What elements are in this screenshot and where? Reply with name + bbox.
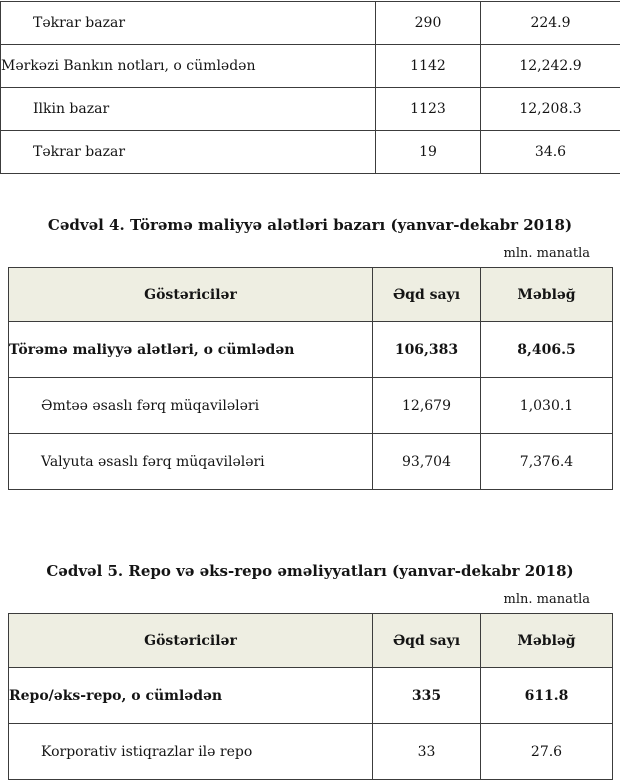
table-header-row [9, 268, 613, 322]
table-row [9, 378, 613, 434]
deal-count: 1142 [376, 45, 481, 88]
header-indicators: Göstəricilər [9, 268, 373, 322]
row-label: Repo/əks-repo, o cümlədən [9, 668, 373, 724]
table-5 [8, 613, 613, 780]
row-label: Valyuta əsaslı fərq müqavilələri [9, 434, 373, 490]
row-label: Təkrar bazar [1, 2, 376, 45]
row-label: Korporativ istiqrazlar ilə repo [9, 724, 373, 780]
amount: 27.6 [481, 724, 613, 780]
deal-count: 290 [376, 2, 481, 45]
table-row-total [9, 668, 613, 724]
deal-count: 1123 [376, 88, 481, 131]
table-row [1, 45, 620, 88]
header-amount: Məbləğ [481, 268, 613, 322]
amount: 12,208.3 [481, 88, 620, 131]
amount: 7,376.4 [481, 434, 613, 490]
deal-count: 12,679 [373, 378, 481, 434]
table-row [1, 2, 620, 45]
deal-count: 335 [373, 668, 481, 724]
amount: 8,406.5 [481, 322, 613, 378]
header-deal-count: Əqd sayı [373, 614, 481, 668]
table-row [9, 434, 613, 490]
table-row [1, 88, 620, 131]
table5-title: Cədvəl 5. Repo və əks-repo əməliyyatları (yanvar-dekabr 2018) [6, 562, 614, 580]
deal-count: 33 [373, 724, 481, 780]
row-label: Törəmə maliyyə alətləri, o cümlədən [9, 322, 373, 378]
amount: 611.8 [481, 668, 613, 724]
deal-count: 19 [376, 131, 481, 174]
table-row [1, 131, 620, 174]
deal-count: 93,704 [373, 434, 481, 490]
row-label: Təkrar bazar [1, 131, 376, 174]
row-label: Ilkin bazar [1, 88, 376, 131]
table4-title: Cədvəl 4. Törəmə maliyyə alətləri bazarı (yanvar-dekabr 2018) [6, 216, 614, 234]
row-label: Mərkəzi Bankın notları, o cümlədən [1, 45, 376, 88]
amount: 34.6 [481, 131, 620, 174]
header-deal-count: Əqd sayı [373, 268, 481, 322]
table4-unit-label: mln. manatla [0, 246, 620, 261]
table-continued [0, 1, 620, 174]
table5-unit-label: mln. manatla [0, 592, 620, 607]
table-4 [8, 267, 613, 490]
amount: 224.9 [481, 2, 620, 45]
document-page [0, 1, 620, 780]
header-indicators: Göstəricilər [9, 614, 373, 668]
table-row [9, 724, 613, 780]
table-row-total [9, 322, 613, 378]
deal-count: 106,383 [373, 322, 481, 378]
header-amount: Məbləğ [481, 614, 613, 668]
amount: 1,030.1 [481, 378, 613, 434]
table-header-row [9, 614, 613, 668]
amount: 12,242.9 [481, 45, 620, 88]
row-label: Əmtəə əsaslı fərq müqavilələri [9, 378, 373, 434]
